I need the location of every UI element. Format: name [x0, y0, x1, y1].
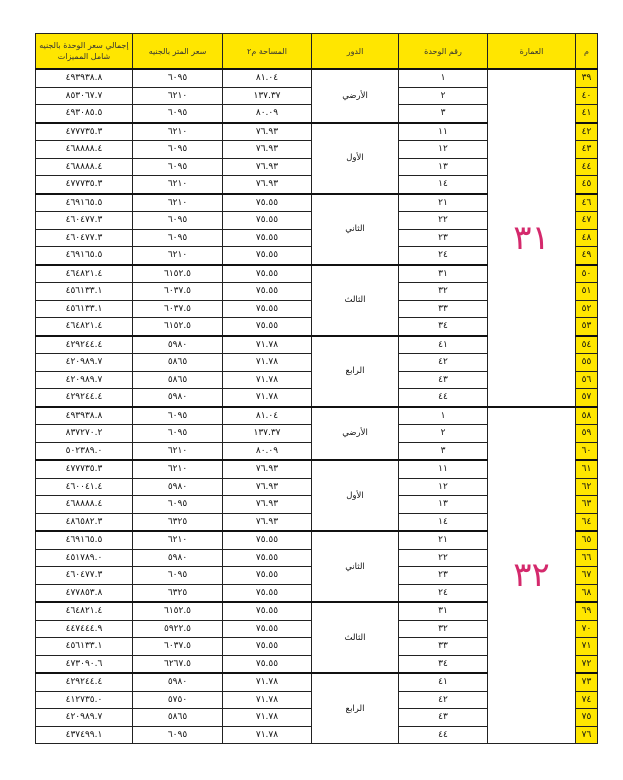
unit-total-price: ٤٩٣٩٣٨.٨: [36, 407, 133, 425]
row-serial: ٦٤: [576, 513, 598, 531]
unit-total-price: ٤١٢٧٣٥.٠: [36, 691, 133, 709]
unit-area: ٧٥.٥٥: [223, 655, 312, 673]
unit-number: ٢: [399, 87, 488, 105]
unit-number: ١: [399, 407, 488, 425]
price-per-meter: ٥٩٢٢.٥: [133, 620, 223, 638]
price-per-meter: ٥٩٨٠: [133, 389, 223, 407]
row-serial: ٧٦: [576, 726, 598, 744]
row-serial: ٥٨: [576, 407, 598, 425]
unit-area: ٨١.٠٤: [223, 69, 312, 87]
price-per-meter: ٦٣٢٥: [133, 513, 223, 531]
floor-name: الثالث: [312, 602, 399, 673]
price-per-meter: ٦٠٩٥: [133, 407, 223, 425]
price-per-meter: ٥٩٨٠: [133, 336, 223, 354]
unit-number: ٢٢: [399, 549, 488, 567]
floor-name: الأرضي: [312, 407, 399, 461]
unit-area: ٧٥.٥٥: [223, 318, 312, 336]
unit-area: ٨٠.٠٩: [223, 105, 312, 123]
price-per-meter: ٦٢٦٧.٥: [133, 655, 223, 673]
unit-area: ٧٦.٩٣: [223, 496, 312, 514]
row-serial: ٧٣: [576, 673, 598, 691]
unit-number: ٢: [399, 425, 488, 443]
unit-area: ٧٦.٩٣: [223, 158, 312, 176]
floor-name: الرابع: [312, 336, 399, 407]
unit-number: ٤٢: [399, 354, 488, 372]
unit-number: ١: [399, 69, 488, 87]
row-serial: ٤٢: [576, 123, 598, 141]
unit-total-price: ٨٣٧٢٧٠.٢: [36, 425, 133, 443]
unit-total-price: ٤٧٧٨٥٣.٨: [36, 584, 133, 602]
unit-number: ٣٢: [399, 283, 488, 301]
price-per-meter: ٥٩٨٠: [133, 549, 223, 567]
floor-name: الرابع: [312, 673, 399, 744]
unit-area: ٧٦.٩٣: [223, 123, 312, 141]
price-per-meter: ٦٢١٠: [133, 247, 223, 265]
unit-area: ٧١.٧٨: [223, 354, 312, 372]
price-per-meter: ٦٠٩٥: [133, 158, 223, 176]
unit-number: ٢١: [399, 531, 488, 549]
table-body: [36, 69, 598, 744]
unit-total-price: ٤٦٨٨٨٨.٤: [36, 496, 133, 514]
unit-area: ٧٦.٩٣: [223, 460, 312, 478]
row-serial: ٤٦: [576, 194, 598, 212]
unit-area: ٧٦.٩٣: [223, 513, 312, 531]
price-sheet: [35, 33, 598, 744]
row-serial: ٧١: [576, 638, 598, 656]
unit-total-price: ٤٣٧٤٩٩.١: [36, 726, 133, 744]
price-per-meter: ٦٠٣٧.٥: [133, 300, 223, 318]
row-serial: ٦٠: [576, 442, 598, 460]
unit-area: ٧٥.٥٥: [223, 638, 312, 656]
unit-total-price: ٤٦٠٤٧٧.٣: [36, 229, 133, 247]
price-per-meter: ٦١٥٢.٥: [133, 318, 223, 336]
unit-number: ١٢: [399, 478, 488, 496]
price-per-meter: ٦٠٩٥: [133, 212, 223, 230]
header-total: إجمالي سعر الوحدة بالجنيه شامل المميزات: [36, 34, 133, 70]
row-serial: ٥٦: [576, 371, 598, 389]
unit-area: ٧٦.٩٣: [223, 176, 312, 194]
unit-area: ٧٥.٥٥: [223, 584, 312, 602]
floor-name: الأول: [312, 123, 399, 194]
unit-total-price: ٤٧٧٧٣٥.٣: [36, 176, 133, 194]
unit-total-price: ٤٥٦١٣٣.١: [36, 283, 133, 301]
unit-number: ٤٤: [399, 389, 488, 407]
unit-number: ٢٣: [399, 229, 488, 247]
unit-total-price: ٤٥٦١٣٣.١: [36, 638, 133, 656]
price-per-meter: ٦٢١٠: [133, 123, 223, 141]
unit-number: ٢٤: [399, 584, 488, 602]
unit-total-price: ٤٦٩١٦٥.٥: [36, 247, 133, 265]
unit-total-price: ٤٩٣٩٣٨.٨: [36, 69, 133, 87]
unit-total-price: ٤٢٩٢٤٤.٤: [36, 389, 133, 407]
header-row: [36, 34, 598, 70]
unit-total-price: ٤٩٣٠٨٥.٥: [36, 105, 133, 123]
floor-name: الثاني: [312, 531, 399, 602]
price-per-meter: ٦٠٩٥: [133, 567, 223, 585]
unit-area: ٧٥.٥٥: [223, 283, 312, 301]
unit-number: ١٤: [399, 513, 488, 531]
price-per-meter: ٥٩٨٠: [133, 478, 223, 496]
building-number: ٣٢: [488, 407, 576, 744]
unit-total-price: ٤٥٦١٣٣.١: [36, 300, 133, 318]
price-per-meter: ٦١٥٢.٥: [133, 602, 223, 620]
row-serial: ٥٠: [576, 265, 598, 283]
row-serial: ٤٨: [576, 229, 598, 247]
unit-total-price: ٤٦٨٨٨٨.٤: [36, 158, 133, 176]
header-price-per-meter: سعر المتر بالجنيه: [133, 34, 223, 70]
unit-number: ٣٢: [399, 620, 488, 638]
row-serial: ٥٢: [576, 300, 598, 318]
unit-number: ٤٣: [399, 709, 488, 727]
unit-area: ٧٥.٥٥: [223, 265, 312, 283]
unit-number: ٤١: [399, 673, 488, 691]
price-per-meter: ٦٠٩٥: [133, 726, 223, 744]
row-serial: ٤٥: [576, 176, 598, 194]
row-serial: ٦٣: [576, 496, 598, 514]
header-area: المساحة م٢: [223, 34, 312, 70]
unit-total-price: ٤٦٠٤٧٧.٣: [36, 567, 133, 585]
unit-number: ٢٢: [399, 212, 488, 230]
price-per-meter: ٥٨٦٥: [133, 709, 223, 727]
unit-total-price: ٤٨٦٥٨٢.٣: [36, 513, 133, 531]
unit-total-price: ٨٥٣٠٦٧.٧: [36, 87, 133, 105]
unit-area: ٧٥.٥٥: [223, 300, 312, 318]
unit-number: ١٣: [399, 158, 488, 176]
unit-total-price: ٤٦٩١٦٥.٥: [36, 194, 133, 212]
unit-number: ٣: [399, 442, 488, 460]
row-serial: ٣٩: [576, 69, 598, 87]
table-row: [36, 407, 598, 425]
unit-number: ٣١: [399, 602, 488, 620]
price-per-meter: ٦٢١٠: [133, 531, 223, 549]
row-serial: ٦١: [576, 460, 598, 478]
unit-number: ٣٣: [399, 638, 488, 656]
unit-area: ٧١.٧٨: [223, 389, 312, 407]
unit-number: ٤٤: [399, 726, 488, 744]
unit-number: ٣: [399, 105, 488, 123]
row-serial: ٤١: [576, 105, 598, 123]
unit-total-price: ٤٥١٧٨٩.٠: [36, 549, 133, 567]
unit-area: ٨١.٠٤: [223, 407, 312, 425]
price-per-meter: ٦٠٣٧.٥: [133, 283, 223, 301]
unit-total-price: ٤٧٣٠٩٠.٦: [36, 655, 133, 673]
price-per-meter: ٦٠٩٥: [133, 105, 223, 123]
unit-total-price: ٤٢٠٩٨٩.٧: [36, 354, 133, 372]
row-serial: ٤٠: [576, 87, 598, 105]
unit-area: ١٣٧.٣٧: [223, 425, 312, 443]
unit-area: ٧٥.٥٥: [223, 549, 312, 567]
unit-number: ٢٤: [399, 247, 488, 265]
unit-total-price: ٤٢٩٢٤٤.٤: [36, 673, 133, 691]
unit-area: ٧٥.٥٥: [223, 531, 312, 549]
header-floor: الدور: [312, 34, 399, 70]
price-per-meter: ٦٠٩٥: [133, 69, 223, 87]
unit-area: ١٣٧.٣٧: [223, 87, 312, 105]
unit-area: ٧٥.٥٥: [223, 229, 312, 247]
unit-number: ١٣: [399, 496, 488, 514]
unit-total-price: ٥٠٢٣٨٩.٠: [36, 442, 133, 460]
row-serial: ٧٥: [576, 709, 598, 727]
unit-total-price: ٤٤٧٤٤٤.٩: [36, 620, 133, 638]
unit-area: ٧٦.٩٣: [223, 478, 312, 496]
price-per-meter: ٥٧٥٠: [133, 691, 223, 709]
floor-name: الأول: [312, 460, 399, 531]
row-serial: ٥٤: [576, 336, 598, 354]
price-per-meter: ٦٠٩٥: [133, 425, 223, 443]
unit-number: ٤٣: [399, 371, 488, 389]
row-serial: ٤٣: [576, 141, 598, 159]
price-per-meter: ٥٨٦٥: [133, 354, 223, 372]
unit-area: ٧٥.٥٥: [223, 194, 312, 212]
floor-name: الثاني: [312, 194, 399, 265]
price-per-meter: ٦٣٢٥: [133, 584, 223, 602]
unit-total-price: ٤٧٧٧٣٥.٣: [36, 460, 133, 478]
header-serial: م: [576, 34, 598, 70]
unit-total-price: ٤٦٤٨٢١.٤: [36, 265, 133, 283]
unit-total-price: ٤٦٠٤٧٧.٣: [36, 212, 133, 230]
row-serial: ٦٦: [576, 549, 598, 567]
price-per-meter: ٥٩٨٠: [133, 673, 223, 691]
unit-area: ٧١.٧٨: [223, 371, 312, 389]
row-serial: ٦٩: [576, 602, 598, 620]
unit-number: ١١: [399, 460, 488, 478]
row-serial: ٧٠: [576, 620, 598, 638]
floor-name: الأرضي: [312, 69, 399, 123]
unit-number: ١٤: [399, 176, 488, 194]
header-building: العمارة: [488, 34, 576, 70]
unit-number: ٢٣: [399, 567, 488, 585]
unit-area: ٧١.٧٨: [223, 709, 312, 727]
unit-number: ٣٣: [399, 300, 488, 318]
unit-number: ٤١: [399, 336, 488, 354]
floor-name: الثالث: [312, 265, 399, 336]
unit-area: ٧١.٧٨: [223, 673, 312, 691]
row-serial: ٤٧: [576, 212, 598, 230]
row-serial: ٦٨: [576, 584, 598, 602]
row-serial: ٤٩: [576, 247, 598, 265]
unit-area: ٧٥.٥٥: [223, 620, 312, 638]
unit-number: ٢١: [399, 194, 488, 212]
unit-area: ٧٥.٥٥: [223, 602, 312, 620]
row-serial: ٥٩: [576, 425, 598, 443]
unit-area: ٧٥.٥٥: [223, 247, 312, 265]
price-per-meter: ٦٢١٠: [133, 460, 223, 478]
price-per-meter: ٦٢١٠: [133, 176, 223, 194]
row-serial: ٦٧: [576, 567, 598, 585]
unit-total-price: ٤٦٠٠٤١.٤: [36, 478, 133, 496]
unit-area: ٧٦.٩٣: [223, 141, 312, 159]
row-serial: ٥٧: [576, 389, 598, 407]
row-serial: ٥٥: [576, 354, 598, 372]
header-unit-number: رقم الوحدة: [399, 34, 488, 70]
unit-number: ١١: [399, 123, 488, 141]
price-per-meter: ٦١٥٢.٥: [133, 265, 223, 283]
unit-number: ٤٢: [399, 691, 488, 709]
unit-total-price: ٤٦٨٨٨٨.٤: [36, 141, 133, 159]
unit-total-price: ٤٦٤٨٢١.٤: [36, 318, 133, 336]
price-per-meter: ٦٠٩٥: [133, 141, 223, 159]
price-per-meter: ٥٨٦٥: [133, 371, 223, 389]
table-row: [36, 69, 598, 87]
unit-area: ٨٠.٠٩: [223, 442, 312, 460]
building-number: ٣١: [488, 69, 576, 407]
unit-total-price: ٤٢٠٩٨٩.٧: [36, 709, 133, 727]
unit-number: ٣٤: [399, 655, 488, 673]
row-serial: ٧٤: [576, 691, 598, 709]
price-per-meter: ٦٢١٠: [133, 442, 223, 460]
unit-number: ٣٤: [399, 318, 488, 336]
row-serial: ٥١: [576, 283, 598, 301]
price-per-meter: ٦٠٩٥: [133, 229, 223, 247]
unit-total-price: ٤٢٠٩٨٩.٧: [36, 371, 133, 389]
unit-area: ٧١.٧٨: [223, 726, 312, 744]
row-serial: ٧٢: [576, 655, 598, 673]
unit-area: ٧١.٧٨: [223, 691, 312, 709]
row-serial: ٦٥: [576, 531, 598, 549]
row-serial: ٥٣: [576, 318, 598, 336]
unit-total-price: ٤٧٧٧٣٥.٣: [36, 123, 133, 141]
unit-number: ١٢: [399, 141, 488, 159]
price-per-meter: ٦٢١٠: [133, 87, 223, 105]
unit-area: ٧١.٧٨: [223, 336, 312, 354]
unit-total-price: ٤٢٩٢٤٤.٤: [36, 336, 133, 354]
unit-number: ٣١: [399, 265, 488, 283]
unit-area: ٧٥.٥٥: [223, 212, 312, 230]
row-serial: ٤٤: [576, 158, 598, 176]
units-price-table: [35, 33, 598, 744]
price-per-meter: ٦٠٣٧.٥: [133, 638, 223, 656]
row-serial: ٦٢: [576, 478, 598, 496]
unit-area: ٧٥.٥٥: [223, 567, 312, 585]
price-per-meter: ٦٠٩٥: [133, 496, 223, 514]
unit-total-price: ٤٦٤٨٢١.٤: [36, 602, 133, 620]
unit-total-price: ٤٦٩١٦٥.٥: [36, 531, 133, 549]
price-per-meter: ٦٢١٠: [133, 194, 223, 212]
